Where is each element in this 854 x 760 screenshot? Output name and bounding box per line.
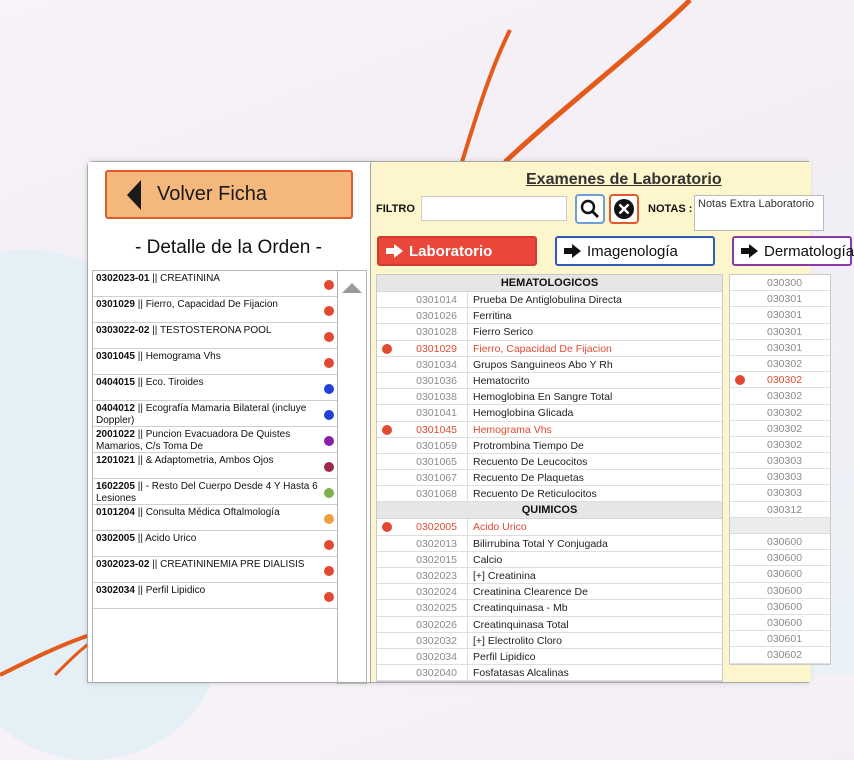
exam-code: 0301034 (416, 358, 457, 371)
status-dot-icon (324, 410, 334, 420)
exam-table (376, 274, 723, 682)
exam-row[interactable] (377, 308, 722, 324)
exam-code: 0302024 (416, 586, 457, 599)
exam-code: 030600 (767, 552, 803, 565)
exam-code: 0301026 (416, 310, 457, 323)
exam-code: 030302 (767, 438, 803, 451)
exam-row[interactable] (377, 373, 722, 389)
column-divider (467, 438, 468, 453)
exam-row[interactable] (730, 291, 830, 307)
filtro-label: FILTRO (376, 203, 415, 215)
column-divider (467, 665, 468, 680)
exam-row[interactable] (377, 341, 722, 357)
column-divider (467, 405, 468, 420)
exam-row[interactable] (730, 615, 830, 631)
exam-row[interactable] (377, 324, 722, 340)
lab-exams-panel (370, 162, 854, 682)
exam-code: 030602 (767, 649, 803, 662)
exam-code: 0302023 (416, 570, 457, 582)
exam-name: Recuento De Leucocitos (473, 455, 588, 468)
order-code: 0302023-02 (96, 559, 150, 570)
exam-row[interactable] (730, 583, 830, 599)
column-divider (467, 422, 468, 437)
search-icon (580, 199, 600, 219)
exam-code: 030303 (767, 487, 803, 500)
exam-code: 0301065 (416, 455, 457, 468)
order-list-item[interactable] (93, 453, 337, 479)
status-dot-icon (324, 436, 334, 446)
filtro-input[interactable] (421, 196, 567, 221)
exam-name: Acido Urico (473, 521, 527, 534)
exam-code: 030600 (767, 600, 803, 613)
order-code: 0301045 (96, 351, 135, 362)
back-arrow-icon (127, 180, 141, 210)
exam-row[interactable] (377, 568, 722, 584)
order-code: 0302034 (96, 585, 135, 596)
column-divider (467, 633, 468, 648)
exam-code: 0301014 (416, 294, 457, 306)
exam-row[interactable] (377, 649, 722, 665)
exam-row[interactable] (730, 469, 830, 485)
order-list-item[interactable] (93, 375, 337, 401)
order-list-item[interactable] (93, 349, 337, 375)
arrow-right-icon (741, 244, 758, 258)
volver-ficha-button[interactable] (105, 170, 353, 219)
exam-code: 0302025 (416, 602, 457, 615)
status-dot-icon (324, 540, 334, 550)
exam-row[interactable] (730, 566, 830, 582)
exam-name: Fosfatasas Alcalinas (473, 667, 569, 680)
exam-code: 030302 (767, 357, 803, 370)
exam-name: Creatinina Clearence De (473, 586, 588, 599)
exam-code: 030303 (767, 471, 803, 484)
tab-laboratorio[interactable] (377, 236, 537, 266)
order-code: 0302023-01 (96, 273, 150, 284)
order-code: 0301029 (96, 299, 135, 310)
exam-name: Protrombina Tiempo De (473, 439, 584, 452)
exam-row[interactable] (730, 518, 830, 534)
exam-row[interactable] (377, 600, 722, 616)
exam-row[interactable] (730, 599, 830, 615)
order-detail-panel (88, 162, 369, 682)
order-detail-title: - Detalle de la Orden - (135, 237, 322, 258)
order-description: || TESTOSTERONA POOL (149, 325, 272, 336)
column-divider (467, 389, 468, 404)
exam-row[interactable] (377, 552, 722, 568)
exam-code: 030301 (767, 293, 803, 306)
exam-code: 030302 (767, 374, 803, 387)
exam-name: Ferritina (473, 310, 512, 323)
order-list-item[interactable] (93, 401, 337, 427)
column-divider (467, 292, 468, 307)
exam-code: 030302 (767, 390, 803, 403)
status-dot-icon (324, 514, 334, 524)
exam-name: Creatinquinasa Total (473, 618, 569, 631)
exam-code: 0301041 (416, 407, 457, 420)
tab-imagenologia[interactable] (555, 236, 715, 266)
order-list-item[interactable] (93, 557, 337, 583)
order-description: || Acido Urico (134, 533, 197, 544)
order-code: 0101204 (96, 507, 135, 518)
column-divider (467, 324, 468, 339)
order-code: 0404012 (96, 403, 135, 414)
column-divider (467, 357, 468, 372)
exam-code: 0302005 (416, 521, 457, 534)
exam-row[interactable] (377, 422, 722, 438)
exam-row[interactable] (377, 405, 722, 421)
column-divider (467, 600, 468, 615)
tab-imagenologia-label: Imagenología (587, 242, 678, 260)
exam-code: 0301036 (416, 374, 457, 387)
order-list-item[interactable] (93, 271, 337, 297)
exam-code: 030301 (767, 325, 803, 338)
exam-row[interactable] (730, 647, 830, 663)
exam-row[interactable] (730, 275, 830, 291)
exam-row[interactable] (377, 519, 722, 535)
order-description: || Consulta Médica Oftalmología (134, 507, 280, 518)
exam-row[interactable] (730, 372, 830, 388)
exam-code: 0301029 (416, 342, 457, 355)
exam-row[interactable] (730, 421, 830, 437)
column-divider (467, 649, 468, 664)
exam-name: Hematocrito (473, 374, 530, 387)
exam-row[interactable] (730, 405, 830, 421)
order-list-item[interactable] (93, 531, 337, 557)
arrow-right-icon (564, 244, 581, 258)
order-code: 1602205 (96, 481, 135, 492)
exam-code: 0301045 (416, 423, 457, 436)
column-divider (467, 341, 468, 356)
exam-row[interactable] (730, 550, 830, 566)
column-divider (467, 536, 468, 551)
volver-ficha-label: Volver Ficha (157, 183, 268, 205)
exam-row[interactable] (730, 453, 830, 469)
order-code: 0303022-02 (96, 325, 150, 336)
exam-code: 030302 (767, 406, 803, 419)
exam-row[interactable] (377, 470, 722, 486)
order-list-item[interactable] (93, 427, 337, 453)
exam-row[interactable] (730, 356, 830, 372)
exam-code: 0302040 (416, 667, 457, 680)
exam-code: 0302026 (416, 618, 457, 631)
order-description: || CREATININEMIA PRE DIALISIS (149, 559, 305, 570)
order-code: 1201021 (96, 455, 135, 466)
exam-code: 0301067 (416, 472, 457, 485)
exam-row[interactable] (730, 307, 830, 323)
status-dot-icon (324, 462, 334, 472)
app-window (87, 161, 854, 683)
exam-name: Hemograma Vhs (473, 423, 552, 436)
order-description: || Ecografía Mamaria Bilateral (incluye Doppler) (96, 403, 307, 426)
exam-row[interactable] (730, 502, 830, 518)
section-header: HEMATOLOGICOS (377, 275, 722, 292)
exam-code: 0301068 (416, 488, 457, 501)
selected-dot-icon (735, 375, 745, 385)
exam-row[interactable] (730, 437, 830, 453)
tab-dermatologia[interactable] (732, 236, 852, 266)
exam-row[interactable] (377, 292, 722, 308)
order-description: || Hemograma Vhs (134, 351, 221, 362)
exam-row[interactable] (377, 486, 722, 502)
exam-name: Perfil Lipidico (473, 650, 536, 663)
exam-row[interactable] (377, 357, 722, 373)
status-dot-icon (324, 306, 334, 316)
exam-code: 030600 (767, 584, 803, 597)
status-dot-icon (324, 592, 334, 602)
column-divider (467, 486, 468, 501)
order-list-item[interactable] (93, 505, 337, 531)
exam-name: Calcio (473, 553, 503, 566)
order-list-item[interactable] (93, 479, 337, 505)
exam-row[interactable] (730, 324, 830, 340)
exam-row[interactable] (377, 617, 722, 633)
order-description: || Perfil Lipidico (134, 585, 206, 596)
order-list-item[interactable] (93, 583, 337, 609)
exam-row[interactable] (730, 485, 830, 501)
exam-name: Fierro Serico (473, 326, 534, 339)
exam-code: 030600 (767, 616, 803, 629)
exam-row[interactable] (730, 388, 830, 404)
notas-label: NOTAS : (648, 203, 693, 215)
exam-row[interactable] (377, 584, 722, 600)
column-divider (467, 584, 468, 599)
column-divider (467, 454, 468, 469)
exam-code: 030301 (767, 309, 803, 322)
order-list-item[interactable] (93, 323, 337, 349)
exam-row[interactable] (377, 665, 722, 681)
status-dot-icon (324, 332, 334, 342)
clear-filter-button[interactable] (609, 194, 639, 224)
column-divider (467, 617, 468, 632)
exam-code: 030600 (767, 568, 803, 581)
exam-code: 030302 (767, 422, 803, 435)
exam-name: Hemoglobina En Sangre Total (473, 391, 613, 404)
order-description: || Fierro, Capacidad De Fijacion (134, 299, 278, 310)
exam-name: Hemoglobina Glicada (473, 407, 574, 420)
order-description: || - Resto Del Cuerpo Desde 4 Y Hasta 6 Lesiones (96, 481, 318, 504)
exam-name: [+] Creatinina (473, 570, 536, 582)
order-list (92, 270, 338, 683)
status-dot-icon (324, 358, 334, 368)
exam-row[interactable] (377, 389, 722, 405)
close-circle-icon (613, 198, 635, 220)
exam-name: Grupos Sanguineos Abo Y Rh (473, 358, 613, 371)
status-dot-icon (324, 384, 334, 394)
section-header: QUIMICOS (377, 502, 722, 519)
status-dot-icon (324, 488, 334, 498)
exam-row[interactable] (377, 438, 722, 454)
notas-textarea[interactable]: Notas Extra Laboratorio (694, 195, 824, 231)
order-description: || Puncion Evacuadora De Quistes Mamarios, C/s Toma De (96, 429, 291, 452)
exam-name: Bilirrubina Total Y Conjugada (473, 537, 608, 550)
exam-code: 0301028 (416, 326, 457, 339)
exam-name: Creatinquinasa - Mb (473, 602, 568, 615)
exam-code: 0301059 (416, 439, 457, 452)
order-description: || & Adaptometria, Ambos Ojos (134, 455, 274, 466)
exam-row[interactable] (377, 454, 722, 470)
status-dot-icon (324, 566, 334, 576)
tab-laboratorio-label: Laboratorio (409, 242, 493, 260)
order-description: || CREATININA (149, 273, 220, 284)
exam-name: Fierro, Capacidad De Fijacion (473, 342, 612, 355)
exam-code: 030601 (767, 633, 803, 646)
exam-row[interactable] (377, 633, 722, 649)
exam-code: 030303 (767, 455, 803, 468)
exam-code: 030301 (767, 341, 803, 354)
selected-dot-icon (382, 344, 392, 354)
exam-code: 0302034 (416, 650, 457, 663)
order-code: 2001022 (96, 429, 135, 440)
exam-code: 030300 (767, 277, 803, 289)
tab-dermatologia-label: Dermatología (764, 242, 854, 260)
scroll-up-icon[interactable] (342, 283, 362, 293)
selected-dot-icon (382, 425, 392, 435)
exam-row[interactable] (730, 340, 830, 356)
exam-name: Recuento De Plaquetas (473, 472, 584, 485)
exam-code: 030600 (767, 536, 803, 548)
status-dot-icon (324, 280, 334, 290)
order-list-scrollbar[interactable] (336, 270, 367, 684)
column-divider (467, 308, 468, 323)
exam-name: [+] Electrolito Cloro (473, 634, 562, 647)
order-code: 0404015 (96, 377, 135, 388)
column-divider (467, 470, 468, 485)
column-divider (467, 519, 468, 534)
exam-code: 030312 (767, 503, 803, 516)
order-list-item[interactable] (93, 297, 337, 323)
exam-code: 0302032 (416, 634, 457, 647)
order-description: || Eco. Tiroides (134, 377, 204, 388)
exam-code: 0301038 (416, 391, 457, 404)
exam-code: 0302013 (416, 537, 457, 550)
exam-name: Recuento De Reticulocitos (473, 488, 597, 501)
exam-code: 0302015 (416, 553, 457, 566)
exam-row[interactable] (377, 536, 722, 552)
exam-row[interactable] (730, 534, 830, 550)
column-divider (467, 568, 468, 583)
arrow-right-icon (386, 244, 403, 258)
exam-row[interactable] (730, 631, 830, 647)
exam-name: Prueba De Antiglobulina Directa (473, 294, 622, 306)
column-divider (467, 373, 468, 388)
column-divider (467, 552, 468, 567)
selected-dot-icon (382, 522, 392, 532)
lab-exams-title: Examenes de Laboratorio (526, 171, 722, 188)
order-code: 0302005 (96, 533, 135, 544)
exam-table-secondary (729, 274, 831, 665)
search-button[interactable] (575, 194, 605, 224)
